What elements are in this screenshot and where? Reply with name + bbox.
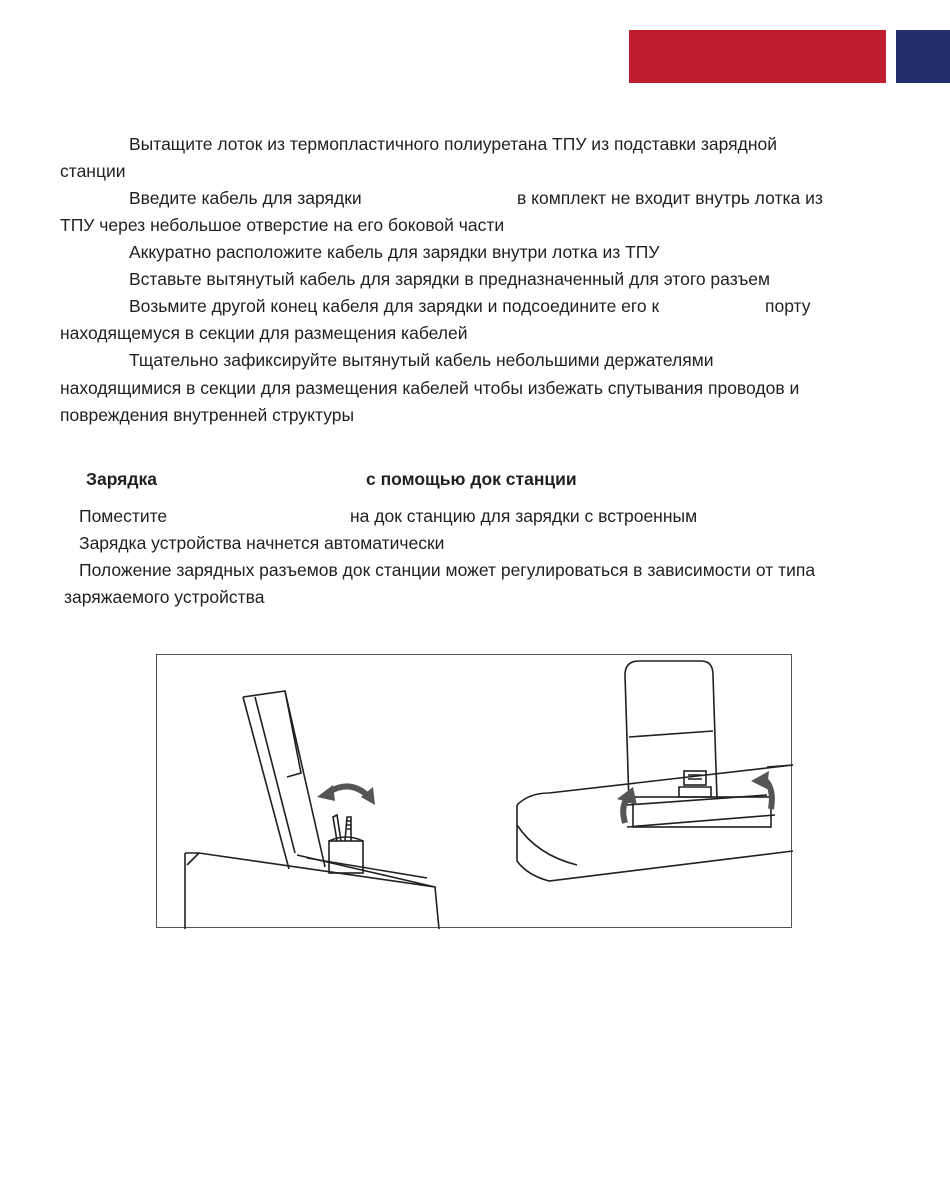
step6-line3: повреждения внутренней структуры	[60, 405, 355, 425]
tray-with-charger-adapter-icon	[185, 691, 439, 929]
step5-line1b: порту	[765, 296, 811, 316]
section-p3-line1: Положение зарядных разъемов док станции может регулироваться в зависимости от типа	[79, 560, 816, 580]
dock-illustration-svg	[157, 655, 793, 929]
header-accent-red	[629, 30, 886, 83]
section-p2: Зарядка устройства начнется автоматически	[79, 533, 445, 553]
section-heading-part1: Зарядка	[86, 469, 157, 489]
step6-line2: находящимися в секции для размещения кабелей чтобы избежать спутывания проводов и	[60, 378, 800, 398]
step3-line1: Аккуратно расположите кабель для зарядки внутри лотка из ТПУ	[129, 242, 660, 262]
step6-line1: Тщательно зафиксируйте вытянутый кабель небольшими держателями	[129, 350, 714, 370]
header-accent-navy	[896, 30, 950, 83]
step5-line1a: Возьмите другой конец кабеля для зарядки и подсоедините его к	[129, 296, 660, 316]
step4-line1: Вставьте вытянутый кабель для зарядки в предназначенный для этого разъем	[129, 269, 771, 289]
section-heading-part2: с помощью док станции	[366, 469, 577, 489]
step2-line1b: в комплект не входит внутрь лотка из	[517, 188, 823, 208]
section-p1a: Поместите	[79, 506, 168, 526]
section-p1b: на док станцию для зарядки с встроенным	[350, 506, 698, 526]
step1-line2: станции	[60, 161, 126, 181]
dock-illustration	[156, 654, 792, 928]
step2-line1a: Введите кабель для зарядки	[129, 188, 362, 208]
step1-line1: Вытащите лоток из термопластичного полиуретана ТПУ из подставки зарядной	[129, 134, 778, 154]
step5-line2: находящемуся в секции для размещения кабелей	[60, 323, 468, 343]
dock-with-lightning-connector-icon	[517, 661, 793, 881]
section-p3-line2: заряжаемого устройства	[64, 587, 265, 607]
rotate-arrow-icon	[317, 785, 375, 805]
step2-line2: ТПУ через небольшое отверстие на его боковой части	[60, 215, 505, 235]
